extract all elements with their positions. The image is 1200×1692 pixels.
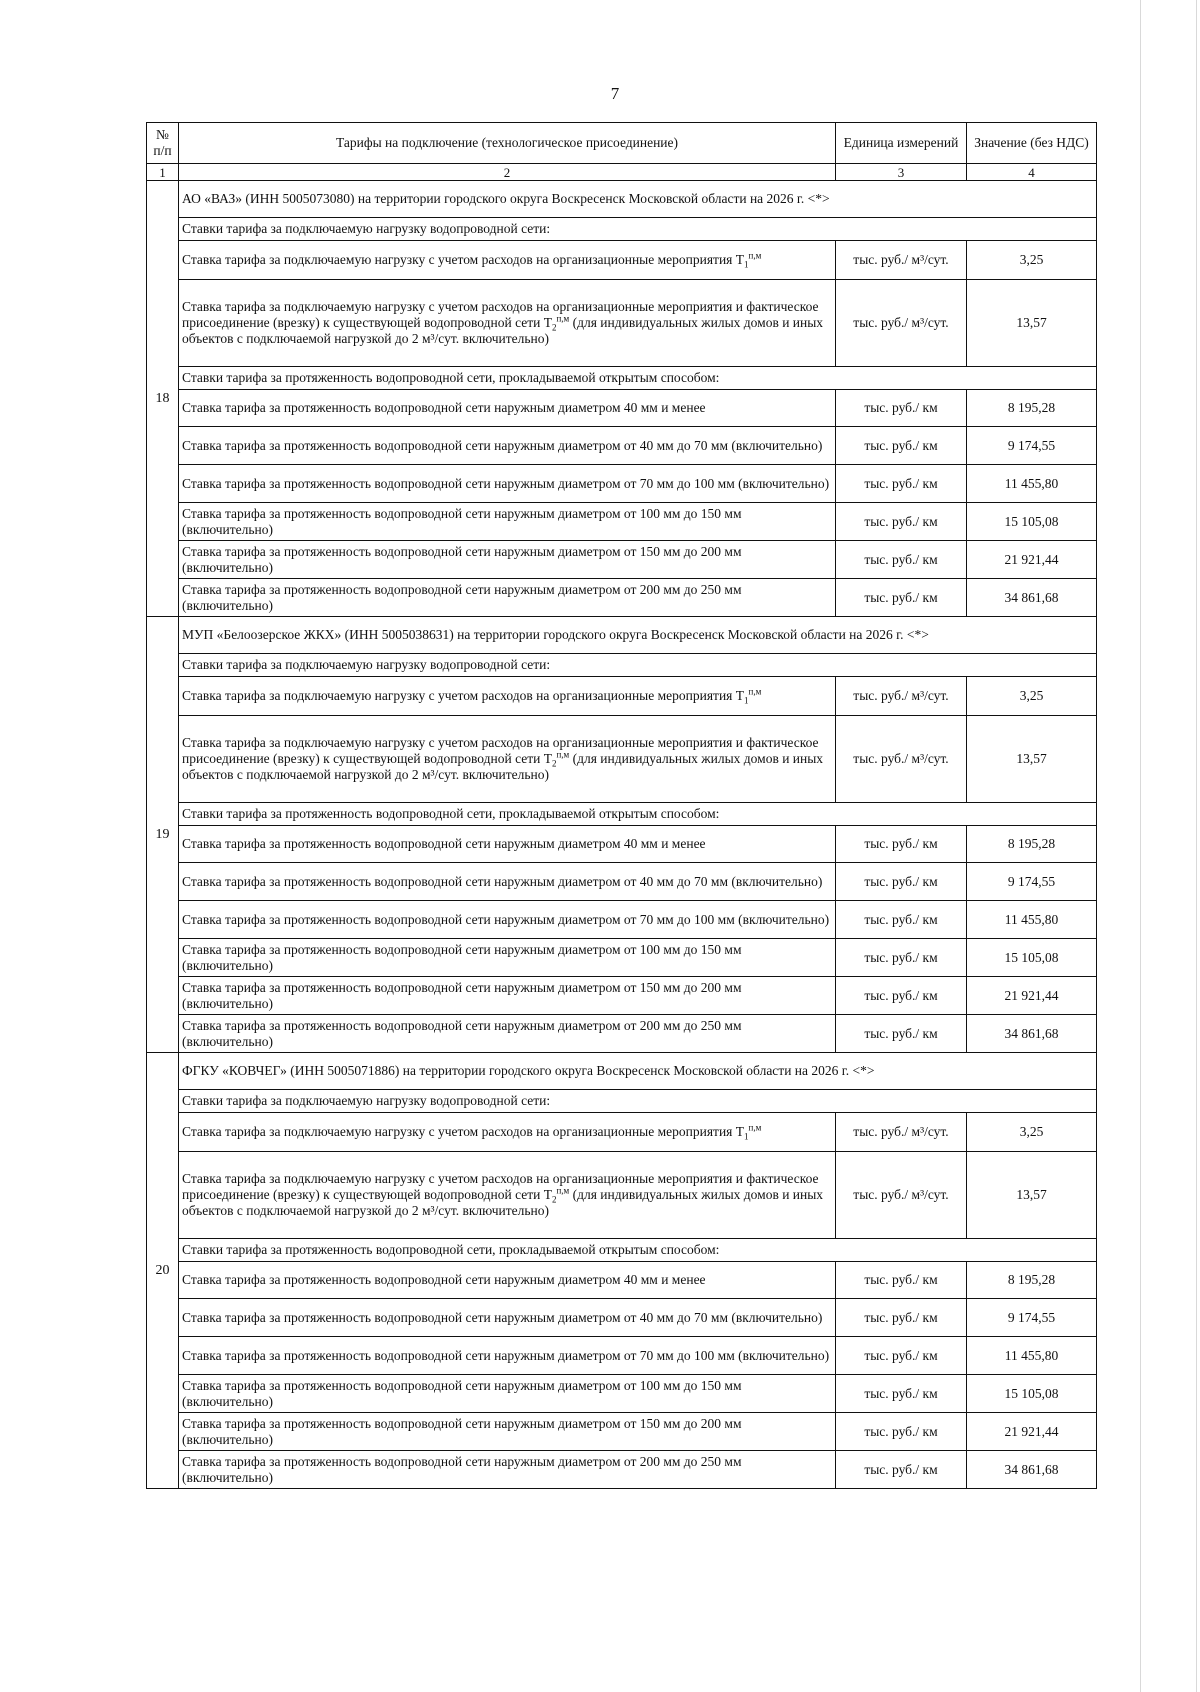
- org-title: АО «ВАЗ» (ИНН 5005073080) на территории городского округа Воскресенск Московской области на 2026 г. <*>: [179, 181, 1097, 218]
- page-number: 7: [610, 84, 620, 103]
- tariff-t1-text: Ставка тарифа за подключаемую нагрузку с учетом расходов на организационные мероприятия $T_1^{п,м}$: [179, 1113, 836, 1152]
- tariff-text: Ставка тарифа за протяженность водопроводной сети наружным диаметром от 150 мм до 200 мм (включительно): [179, 1413, 836, 1451]
- tariff-text: Ставка тарифа за протяженность водопроводной сети наружным диаметром от 40 мм до 70 мм (включительно): [179, 427, 836, 465]
- value-cell: 34 861,68: [967, 1451, 1097, 1489]
- section-row: [147, 654, 1097, 677]
- unit-cell: тыс. руб./ м³/сут.: [836, 677, 967, 716]
- tariff-text: Ставка тарифа за протяженность водопроводной сети наружным диаметром от 70 мм до 100 мм (включительно): [179, 465, 836, 503]
- unit-cell: тыс. руб./ км: [836, 939, 967, 977]
- tariff-text: Ставка тарифа за протяженность водопроводной сети наружным диаметром от 150 мм до 200 мм (включительно): [179, 541, 836, 579]
- table-row: [147, 863, 1097, 901]
- value-cell: 34 861,68: [967, 579, 1097, 617]
- value-cell: 11 455,80: [967, 1337, 1097, 1375]
- unit-cell: тыс. руб./ км: [836, 1337, 967, 1375]
- unit-cell: тыс. руб./ км: [836, 579, 967, 617]
- header-unit: Единица измерений: [836, 123, 967, 164]
- unit-cell: тыс. руб./ км: [836, 1299, 967, 1337]
- section-row: [147, 1090, 1097, 1113]
- table-header-row: [147, 123, 1097, 164]
- table-row: [147, 1299, 1097, 1337]
- row-number: 18: [147, 181, 179, 617]
- tariff-text: Ставка тарифа за протяженность водопроводной сети наружным диаметром от 100 мм до 150 мм (включительно): [179, 1375, 836, 1413]
- unit-cell: тыс. руб./ м³/сут.: [836, 280, 967, 367]
- row-number: 19: [147, 617, 179, 1053]
- section-title-load: Ставки тарифа за подключаемую нагрузку водопроводной сети:: [179, 218, 1097, 241]
- section-row: [147, 218, 1097, 241]
- org-row: [147, 617, 1097, 654]
- value-cell: 21 921,44: [967, 541, 1097, 579]
- unit-cell: тыс. руб./ м³/сут.: [836, 716, 967, 803]
- table-row: [147, 901, 1097, 939]
- table-row: [147, 1375, 1097, 1413]
- column-index: 4: [967, 164, 1097, 181]
- value-cell: 21 921,44: [967, 1413, 1097, 1451]
- tariff-text: Ставка тарифа за протяженность водопроводной сети наружным диаметром от 100 мм до 150 мм (включительно): [179, 503, 836, 541]
- tariffs-table: [146, 122, 1097, 1489]
- tariff-t2-text: Ставка тарифа за подключаемую нагрузку с учетом расходов на организационные мероприятия и фактическое присоединение (врезку) к существующей водопроводной сети $T_2^{п,м}$ (для индивидуальных жилых домов и иных объектов с подключаемой нагрузкой до 2 м³/сут. включительно): [179, 280, 836, 367]
- table-row: [147, 241, 1097, 280]
- value-cell: 8 195,28: [967, 1262, 1097, 1299]
- header-value: Значение (без НДС): [967, 123, 1097, 164]
- value-cell: 9 174,55: [967, 863, 1097, 901]
- unit-cell: тыс. руб./ м³/сут.: [836, 241, 967, 280]
- section-title-length: Ставки тарифа за протяженность водопроводной сети, прокладываемой открытым способом:: [179, 367, 1097, 390]
- value-cell: 3,25: [967, 1113, 1097, 1152]
- table-row: [147, 1413, 1097, 1451]
- tariff-text: Ставка тарифа за протяженность водопроводной сети наружным диаметром от 200 мм до 250 мм (включительно): [179, 579, 836, 617]
- tariff-t1-text: Ставка тарифа за подключаемую нагрузку с учетом расходов на организационные мероприятия $T_1^{п,м}$: [179, 677, 836, 716]
- column-index: 1: [147, 164, 179, 181]
- unit-cell: тыс. руб./ км: [836, 977, 967, 1015]
- value-cell: 8 195,28: [967, 390, 1097, 427]
- table-row: [147, 977, 1097, 1015]
- table-row: [147, 1113, 1097, 1152]
- header-name: Тарифы на подключение (технологическое присоединение): [179, 123, 836, 164]
- table-row: [147, 1451, 1097, 1489]
- value-cell: 15 105,08: [967, 1375, 1097, 1413]
- value-cell: 3,25: [967, 241, 1097, 280]
- table-row: [147, 1015, 1097, 1053]
- table-row: [147, 465, 1097, 503]
- tariff-text: Ставка тарифа за протяженность водопроводной сети наружным диаметром 40 мм и менее: [179, 390, 836, 427]
- value-cell: 15 105,08: [967, 503, 1097, 541]
- value-cell: 8 195,28: [967, 826, 1097, 863]
- tariff-text: Ставка тарифа за протяженность водопроводной сети наружным диаметром от 40 мм до 70 мм (включительно): [179, 1299, 836, 1337]
- column-index-row: [147, 164, 1097, 181]
- tariff-text: Ставка тарифа за протяженность водопроводной сети наружным диаметром от 200 мм до 250 мм (включительно): [179, 1015, 836, 1053]
- table-row: [147, 390, 1097, 427]
- tariff-text: Ставка тарифа за протяженность водопроводной сети наружным диаметром от 150 мм до 200 мм (включительно): [179, 977, 836, 1015]
- table-row: [147, 1262, 1097, 1299]
- unit-cell: тыс. руб./ км: [836, 863, 967, 901]
- unit-cell: тыс. руб./ км: [836, 1262, 967, 1299]
- tariff-text: Ставка тарифа за протяженность водопроводной сети наружным диаметром 40 мм и менее: [179, 1262, 836, 1299]
- section-title-load: Ставки тарифа за подключаемую нагрузку водопроводной сети:: [179, 1090, 1097, 1113]
- tariff-text: Ставка тарифа за протяженность водопроводной сети наружным диаметром от 40 мм до 70 мм (включительно): [179, 863, 836, 901]
- tariff-text: Ставка тарифа за протяженность водопроводной сети наружным диаметром 40 мм и менее: [179, 826, 836, 863]
- unit-cell: тыс. руб./ км: [836, 901, 967, 939]
- org-row: [147, 181, 1097, 218]
- value-cell: 21 921,44: [967, 977, 1097, 1015]
- header-num: № п/п: [147, 123, 179, 164]
- section-row: [147, 367, 1097, 390]
- table-row: [147, 939, 1097, 977]
- value-cell: 13,57: [967, 1152, 1097, 1239]
- section-title-length: Ставки тарифа за протяженность водопроводной сети, прокладываемой открытым способом:: [179, 1239, 1097, 1262]
- table-row: [147, 579, 1097, 617]
- unit-cell: тыс. руб./ км: [836, 465, 967, 503]
- tariff-t2-text: Ставка тарифа за подключаемую нагрузку с учетом расходов на организационные мероприятия и фактическое присоединение (врезку) к существующей водопроводной сети $T_2^{п,м}$ (для индивидуальных жилых домов и иных объектов с подключаемой нагрузкой до 2 м³/сут. включительно): [179, 1152, 836, 1239]
- unit-cell: тыс. руб./ м³/сут.: [836, 1152, 967, 1239]
- unit-cell: тыс. руб./ км: [836, 1375, 967, 1413]
- value-cell: 11 455,80: [967, 901, 1097, 939]
- table-row: [147, 1337, 1097, 1375]
- row-number: 20: [147, 1053, 179, 1489]
- unit-cell: тыс. руб./ км: [836, 1451, 967, 1489]
- unit-cell: тыс. руб./ км: [836, 503, 967, 541]
- unit-cell: тыс. руб./ км: [836, 1015, 967, 1053]
- table-row: [147, 677, 1097, 716]
- value-cell: 13,57: [967, 280, 1097, 367]
- tariff-t2-text: Ставка тарифа за подключаемую нагрузку с учетом расходов на организационные мероприятия и фактическое присоединение (врезку) к существующей водопроводной сети $T_2^{п,м}$ (для индивидуальных жилых домов и иных объектов с подключаемой нагрузкой до 2 м³/сут. включительно): [179, 716, 836, 803]
- table-row: [147, 826, 1097, 863]
- table-row: [147, 541, 1097, 579]
- unit-cell: тыс. руб./ км: [836, 390, 967, 427]
- unit-cell: тыс. руб./ км: [836, 541, 967, 579]
- value-cell: 11 455,80: [967, 465, 1097, 503]
- section-row: [147, 1239, 1097, 1262]
- org-row: [147, 1053, 1097, 1090]
- unit-cell: тыс. руб./ м³/сут.: [836, 1113, 967, 1152]
- table-row: [147, 716, 1097, 803]
- unit-cell: тыс. руб./ км: [836, 427, 967, 465]
- value-cell: 13,57: [967, 716, 1097, 803]
- org-title: МУП «Белоозерское ЖКХ» (ИНН 5005038631) на территории городского округа Воскресенск Московской области на 2026 г. <*>: [179, 617, 1097, 654]
- value-cell: 15 105,08: [967, 939, 1097, 977]
- table-row: [147, 280, 1097, 367]
- value-cell: 34 861,68: [967, 1015, 1097, 1053]
- tariff-text: Ставка тарифа за протяженность водопроводной сети наружным диаметром от 70 мм до 100 мм (включительно): [179, 1337, 836, 1375]
- unit-cell: тыс. руб./ км: [836, 826, 967, 863]
- value-cell: 9 174,55: [967, 1299, 1097, 1337]
- column-index: 3: [836, 164, 967, 181]
- scan-edge-line: [1140, 0, 1141, 1692]
- tariff-text: Ставка тарифа за протяженность водопроводной сети наружным диаметром от 70 мм до 100 мм (включительно): [179, 901, 836, 939]
- value-cell: 9 174,55: [967, 427, 1097, 465]
- unit-cell: тыс. руб./ км: [836, 1413, 967, 1451]
- section-title-load: Ставки тарифа за подключаемую нагрузку водопроводной сети:: [179, 654, 1097, 677]
- table-row: [147, 427, 1097, 465]
- table-row: [147, 503, 1097, 541]
- table-row: [147, 1152, 1097, 1239]
- value-cell: 3,25: [967, 677, 1097, 716]
- org-title: ФГКУ «КОВЧЕГ» (ИНН 5005071886) на территории городского округа Воскресенск Московской области на 2026 г. <*>: [179, 1053, 1097, 1090]
- tariff-text: Ставка тарифа за протяженность водопроводной сети наружным диаметром от 200 мм до 250 мм (включительно): [179, 1451, 836, 1489]
- tariff-t1-text: Ставка тарифа за подключаемую нагрузку с учетом расходов на организационные мероприятия $T_1^{п,м}$: [179, 241, 836, 280]
- scan-edge-line: [1196, 0, 1197, 1692]
- section-title-length: Ставки тарифа за протяженность водопроводной сети, прокладываемой открытым способом:: [179, 803, 1097, 826]
- column-index: 2: [179, 164, 836, 181]
- tariff-text: Ставка тарифа за протяженность водопроводной сети наружным диаметром от 100 мм до 150 мм (включительно): [179, 939, 836, 977]
- section-row: [147, 803, 1097, 826]
